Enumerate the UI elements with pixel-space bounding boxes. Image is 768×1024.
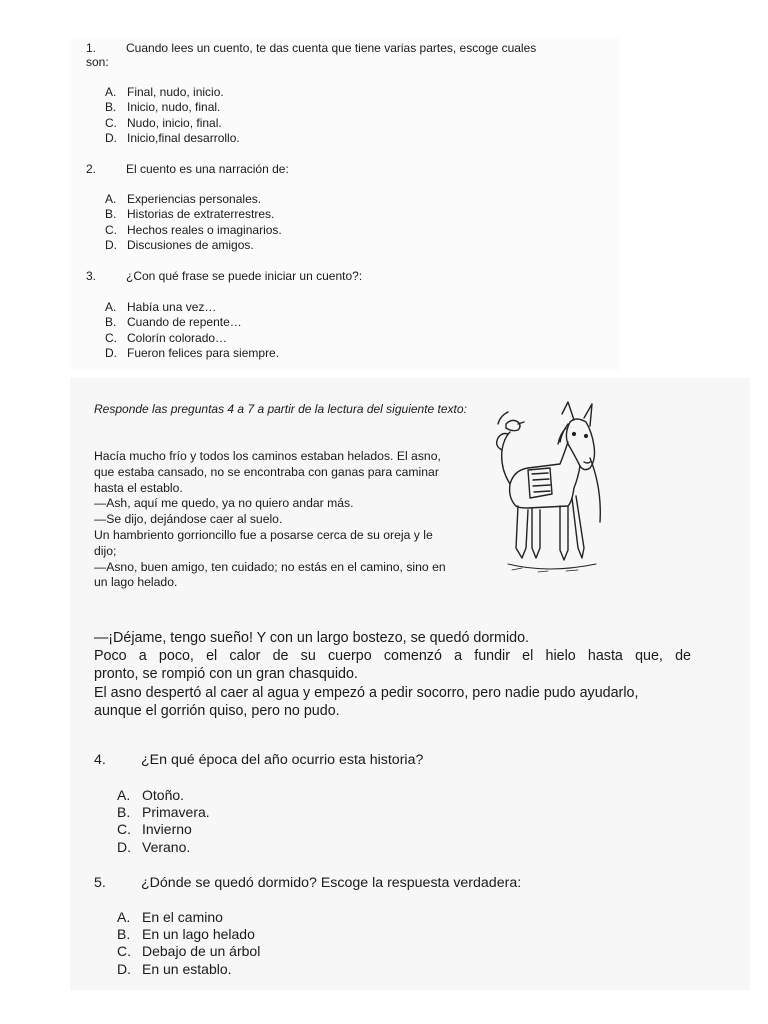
- story-line: hasta el establo.: [94, 480, 183, 495]
- story-line: Poco a poco, el calor de su cuerpo comenzó a fundir el hielo hasta que, de: [94, 648, 691, 665]
- story-line: El asno despertó al caer al agua y empezó a pedir socorro, pero nadie pudo ayudarlo,: [94, 684, 639, 701]
- donkey-with-bird-illustration: [488, 398, 618, 580]
- question-number: 2.: [86, 162, 97, 176]
- question-text: ¿Dónde se quedó dormido? Escoge la respuesta verdadera:: [141, 875, 522, 891]
- question-1: [86, 41, 606, 69]
- story-line: que estaba cansado, no se encontraba con ganas para caminar: [94, 464, 439, 479]
- story-line: un lago helado.: [94, 575, 178, 590]
- story-continuation: [94, 629, 694, 720]
- question-text: ¿Con qué frase se puede iniciar un cuento?:: [126, 269, 363, 283]
- question-5: [94, 875, 694, 892]
- question-text: El cuento es una narración de:: [126, 162, 289, 176]
- story-line: aunque el gorrión quiso, pero no pudo.: [94, 702, 340, 719]
- question-number: 5.: [94, 875, 106, 891]
- question-4: [94, 752, 694, 769]
- question-text: ¿En qué época del año ocurrio esta historia?: [141, 752, 424, 768]
- story-line: pronto, se rompió con un gran chasquido.: [94, 666, 358, 683]
- question-number: 4.: [94, 752, 106, 768]
- question-number: 3.: [86, 269, 97, 283]
- question-text-continued: son:: [86, 55, 109, 69]
- story-line: —Ash, aquí me quedo, ya no quiero andar más.: [94, 496, 354, 511]
- reading-instructions: Responde las preguntas 4 a 7 a partir de la lectura del siguiente texto:: [94, 402, 467, 416]
- story-line: —¡Déjame, tengo sueño! Y con un largo bostezo, se quedó dormido.: [94, 630, 530, 646]
- story-line: —Asno, buen amigo, ten cuidado; no estás en el camino, sino en: [94, 559, 446, 574]
- story-line: Un hambriento gorrioncillo fue a posarse cerca de su oreja y le: [94, 527, 433, 542]
- question-2: [86, 162, 606, 176]
- story-line: dijo;: [94, 543, 117, 558]
- question-text: Cuando lees un cuento, te das cuenta que tiene varias partes, escoge cuales: [126, 41, 537, 55]
- question-3: [86, 269, 606, 283]
- question-number: 1.: [86, 41, 97, 55]
- story-line: Hacía mucho frío y todos los caminos estaban helados. El asno,: [94, 449, 441, 463]
- story-line: —Se dijo, dejándose caer al suelo.: [94, 512, 283, 527]
- story-text: [94, 449, 479, 591]
